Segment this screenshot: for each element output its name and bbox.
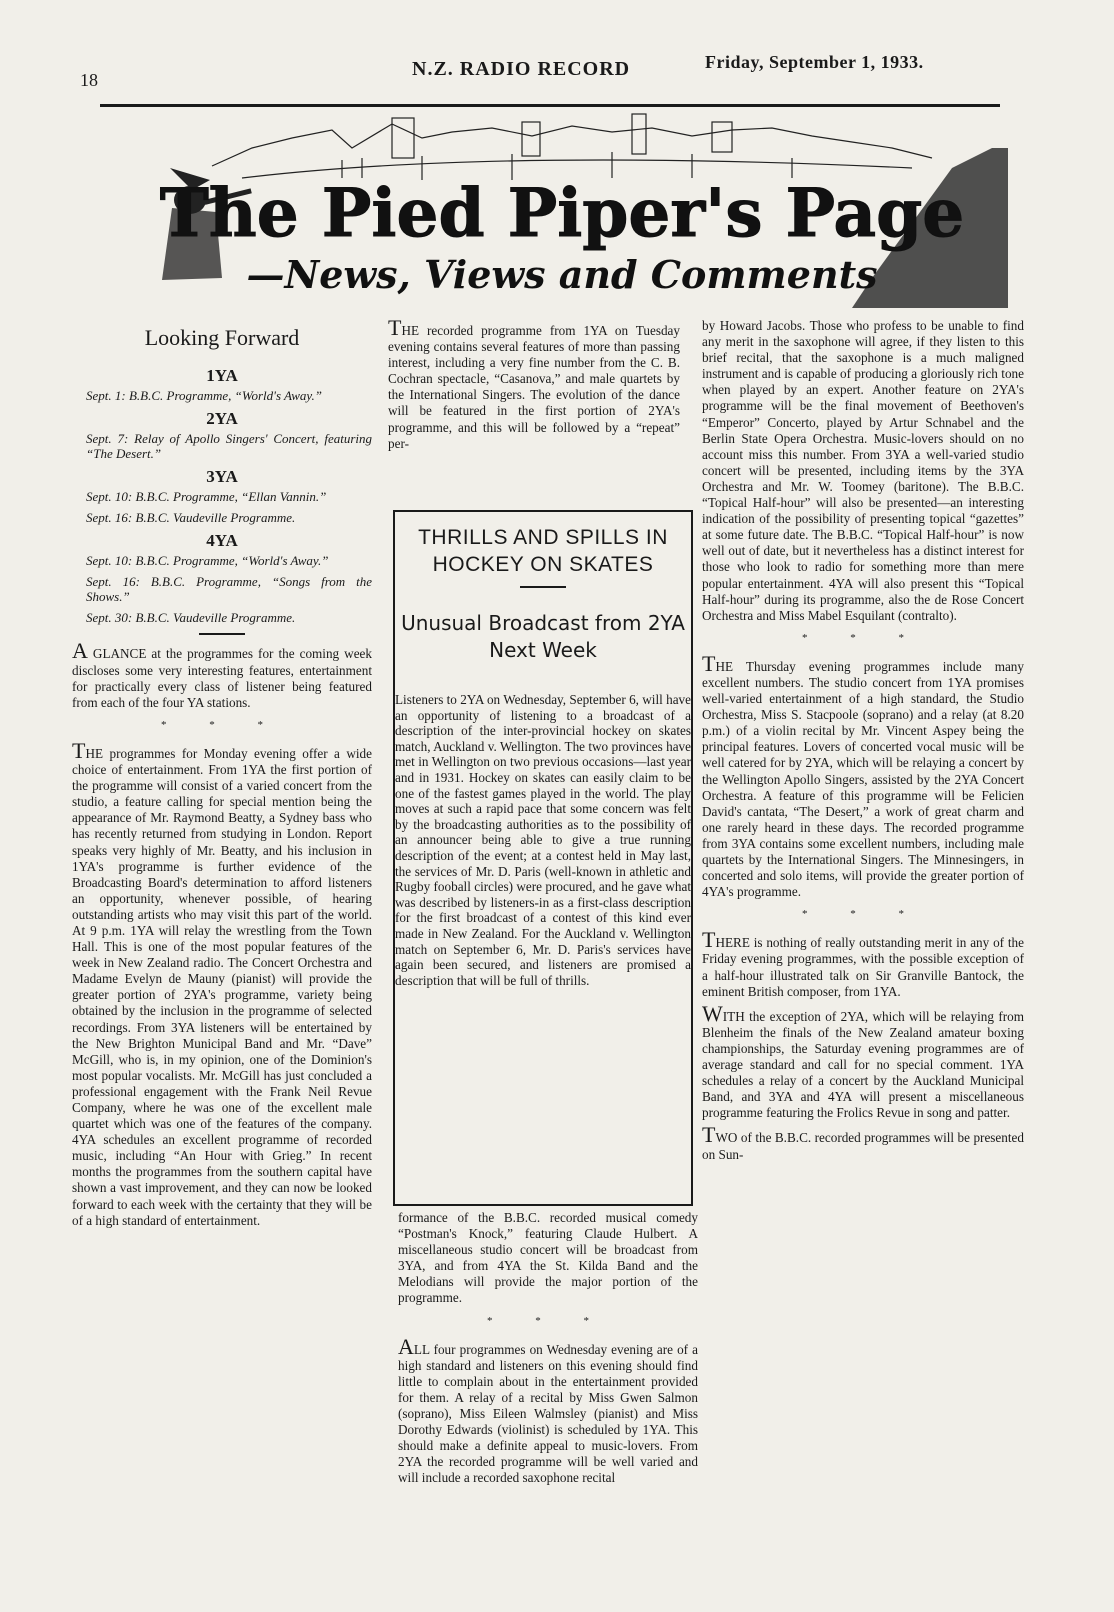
star-separator: * * * (802, 631, 924, 644)
paragraph-text: ITH the exception of 2YA, which will be relaying from Blenheim the finals of the New Zealand amateur boxing championships, the Saturday evening programmes are of average standard and call for no special comment. 1YA schedules a relay of a concert by the Auckland Municipal Band, and 3YA and 4YA will present a miscellaneous programme featuring the Frolics Revue in song and patter. (702, 1008, 1024, 1121)
listing-item: Sept. 16: B.B.C. Programme, “Songs from the Shows.” (86, 574, 372, 605)
drop-cap: T (702, 650, 716, 676)
paragraph-text: LL four programmes on Wednesday evening are of a high standard and listeners on this evening should find little to complain about in the entertainment provided for them. A relay of a recital by Miss Gwen Salmon (soprano), Miss Eileen Walmsley (pianist) and Miss Dorothy Edwards (violinist) is scheduled by 1YA. This should make a definite appeal to music-lovers. From 2YA the recorded programme will be well varied and will include a recorded saxophone recital (398, 1341, 698, 1486)
header-rule (100, 104, 1000, 107)
page-number: 18 (80, 70, 98, 90)
article-headline: THRILLS AND SPILLS IN HOCKEY ON SKATES (418, 526, 668, 576)
star-separator: * * * (802, 908, 924, 921)
listing-item: Sept. 30: B.B.C. Vaudeville Programme. (86, 610, 296, 626)
boxed-article (393, 510, 693, 1206)
publication-name: N.Z. RADIO RECORD (412, 58, 631, 80)
article-subheadline: Unusual Broadcast from 2YA Next Week (401, 611, 685, 662)
monday-paragraph (72, 737, 372, 1229)
paragraph-text: HE programmes for Monday evening offer a wide choice of entertainment. From 1YA the first portion of the programme will consist of a varied concert from the studio, a feature calling for special mention being the appearance of Mr. Raymond Beatty, a Sydney bass who has recently returned from studying in London. Report speaks very highly of Mr. Beatty, and his inclusion in 1YA's programme is further evidence of the Broadcasting Board's determination to afford listeners an opportunity, whenever possible, of hearing outstanding artists who may visit this part of the world. At 9 p.m. 1YA will relay the wrestling from the Town Hall. This is one of the most popular features of the week in New Zealand radio. The Concert Orchestra and Madame Evelyn de Mauny (pianist) will provide the greater portion of 2YA's programme, variety being obtained by the inclusion in the programme of selected recordings. From 3YA listeners will be entertained by the New Brighton Municipal Band and Mr. “Dave” McGill, who is, in my opinion, one of the Dominion's most popular vocalists. Mr. McGill has just concluded a professional engagement with the Frank Neil Revue Company, where he was one of the excellent male quartet which was one of the features of the company. 4YA schedules an excellent programme of recorded music, including “An Hour with Grieg.” In recent months the programmes from the southern capital have shown a vast improvement, and they can now be looked forward to each week with the certainty that they will be of a high standard of entertainment. (72, 745, 372, 1228)
saturday-paragraph (702, 1000, 1024, 1122)
column-two-bottom (398, 1210, 698, 1493)
pied-piper-banner (92, 108, 1008, 308)
tuesday-paragraph (388, 315, 680, 452)
drop-cap: A (398, 1333, 414, 1359)
issue-date: Friday, September 1, 1933. (705, 52, 924, 72)
station-label: 2YA (206, 409, 238, 429)
banner-illustration (92, 108, 1008, 308)
star-separator: * * * (487, 1314, 609, 1327)
saxophone-paragraph: by Howard Jacobs. Those who profess to be unable to find any merit in the saxophone will agree, if they listen to this brief recital, that the saxophone is a much maligned instrument and is capable of producing a gloriously rich tone when played by an expert. Another feature on 2YA's programme will be the final movement of Beethoven's “Emperor” Concerto, played by Artur Schnabel and the Berlin State Opera Orchestra. Music-lovers should on no account miss this number. From 3YA a well-varied studio concert will be presented, including items by the 3YA Orchestra and Mr. W. Toomey (baritone). The B.B.C. “Topical Half-hour” will also be presented—an interesting indication of the possibility of presenting topical “gazettes” at some future date. The B.B.C. “Topical Half-hour” is now well out of date, but it nevertheless has a distinct interest for those who look to radio for something more than mere popular entertainment. 4YA will also present this “Topical Half-hour” during its programme, also the de Rose Concert Orchestra and Miss Mabel Esquilant (contralto). (702, 318, 1024, 623)
listing-item: Sept. 7: Relay of Apollo Singers' Concert, featuring “The Desert.” (86, 431, 372, 462)
wednesday-paragraph (398, 1333, 698, 1487)
banner-title: The Pied Piper's Page (159, 174, 965, 252)
paragraph-text: HE Thursday evening programmes include many excellent numbers. The studio concert from 1YA promises well-varied entertainment of a high standard, the Studio Orchestra, Miss S. Stacpoole (soprano) and a relay (at 8.20 p.m.) of a violin recital by Mr. Vincent Aspey being the principal features. Lovers of concerted vocal music will be well catered for by 2YA, which will be relaying a concert by the Wellington Apollo Singers, assisted by the 2YA Concert Orchestra. A feature of this programme will be Felicien David's cantata, “The Desert,” a work of great charm and one rarely heard in these days. The recorded programme from 3YA contains some excellent numbers, including male quartets by the International Singers. The Minnesingers, in concerted and solo items, will provide the greater portion of 4YA's programme. (702, 658, 1024, 900)
banner-subtitle: —News, Views and Comments (246, 252, 878, 297)
section-divider (199, 633, 245, 635)
column-one (72, 325, 372, 1235)
listing-item: Sept. 16: B.B.C. Vaudeville Programme. (86, 510, 296, 526)
thursday-paragraph (702, 650, 1024, 900)
drop-cap: W (702, 1000, 723, 1026)
star-separator: * * * (161, 718, 283, 731)
page-header (80, 52, 1020, 90)
headline-divider (520, 586, 566, 588)
sunday-paragraph (702, 1122, 1024, 1162)
listing-section-3ya (72, 469, 372, 525)
station-label: 3YA (206, 467, 238, 487)
tuesday-continued-paragraph: formance of the B.B.C. recorded musical comedy “Postman's Knock,” featuring Claude Hulbert. A miscellaneous studio concert will be broadcast from 3YA, and from 4YA the St. Kilda Band and the Melodians will provide the major portion of the programme. (398, 1210, 698, 1306)
station-label: 4YA (206, 531, 238, 551)
paragraph-text: GLANCE at the programmes for the coming week discloses some very interesting features, entertainment for practically every class of listener being featured from each of the four YA stations. (72, 646, 372, 710)
paragraph-text: WO of the B.B.C. recorded programmes will be presented on Sun- (702, 1130, 1024, 1162)
listing-section-4ya (72, 533, 372, 625)
drop-cap: T (72, 737, 86, 763)
column-two-top (388, 315, 680, 458)
listing-item: Sept. 10: B.B.C. Programme, “World's Away.” (86, 553, 329, 569)
drop-cap: T (388, 315, 402, 340)
listing-section-2ya (72, 411, 372, 461)
listing-item: Sept. 1: B.B.C. Programme, “World's Away.” (86, 388, 322, 404)
paragraph-text: HE recorded programme from 1YA on Tuesday evening contains several features of more than passing interest, including a very fine number from the C. B. Cochran spectacle, “Casanova,” and male quartets by the International Singers. The evolution of the dance will be featured in the first portion of 2YA's programme, and this will be followed by a “repeat” per- (388, 323, 680, 451)
listing-item: Sept. 10: B.B.C. Programme, “Ellan Vannin.” (86, 489, 327, 505)
drop-cap: T (702, 927, 716, 953)
drop-cap: T (702, 1122, 716, 1148)
paragraph-text: HERE is nothing of really outstanding merit in any of the Friday evening programmes, with the possible exception of a half-hour illustrated talk on Sir Granville Bantock, the eminent British composer, from 1YA. (702, 935, 1024, 999)
town-skyline (212, 114, 932, 180)
drop-cap: A (72, 638, 88, 664)
column-three (702, 318, 1024, 1169)
looking-forward-title: Looking Forward (144, 325, 300, 350)
station-label: 1YA (206, 366, 238, 386)
friday-paragraph (702, 927, 1024, 999)
intro-paragraph (72, 638, 372, 710)
article-body: Listeners to 2YA on Wednesday, September 6, will have an opportunity of listening to a broadcast of a description of the inter-provincial hockey on skates match, Auckland v. Wellington. The two provinces have met in Wellington on two previous occasions—last year and in 1931. Hockey on skates can easily claim to be one of the fastest games played in the world. The play moves at such a rapid pace that some concern was felt by the broadcasting authorities as to the possibility of an announcer being able to give a true running description of the event; at a contest held in May last, the services of Mr. D. Paris (well-known in athletic and Rugby fooball circles) were procured, and he gave what was described by listeners-in as a first-class description for the first broadcast of a contest of this kind ever made in New Zealand. For the Auckland v. Wellington match on September 6, Mr. D. Paris's services have again been secured, and listeners are promised a description that will be full of thrills. (395, 692, 691, 988)
listing-section-1ya (72, 368, 372, 403)
